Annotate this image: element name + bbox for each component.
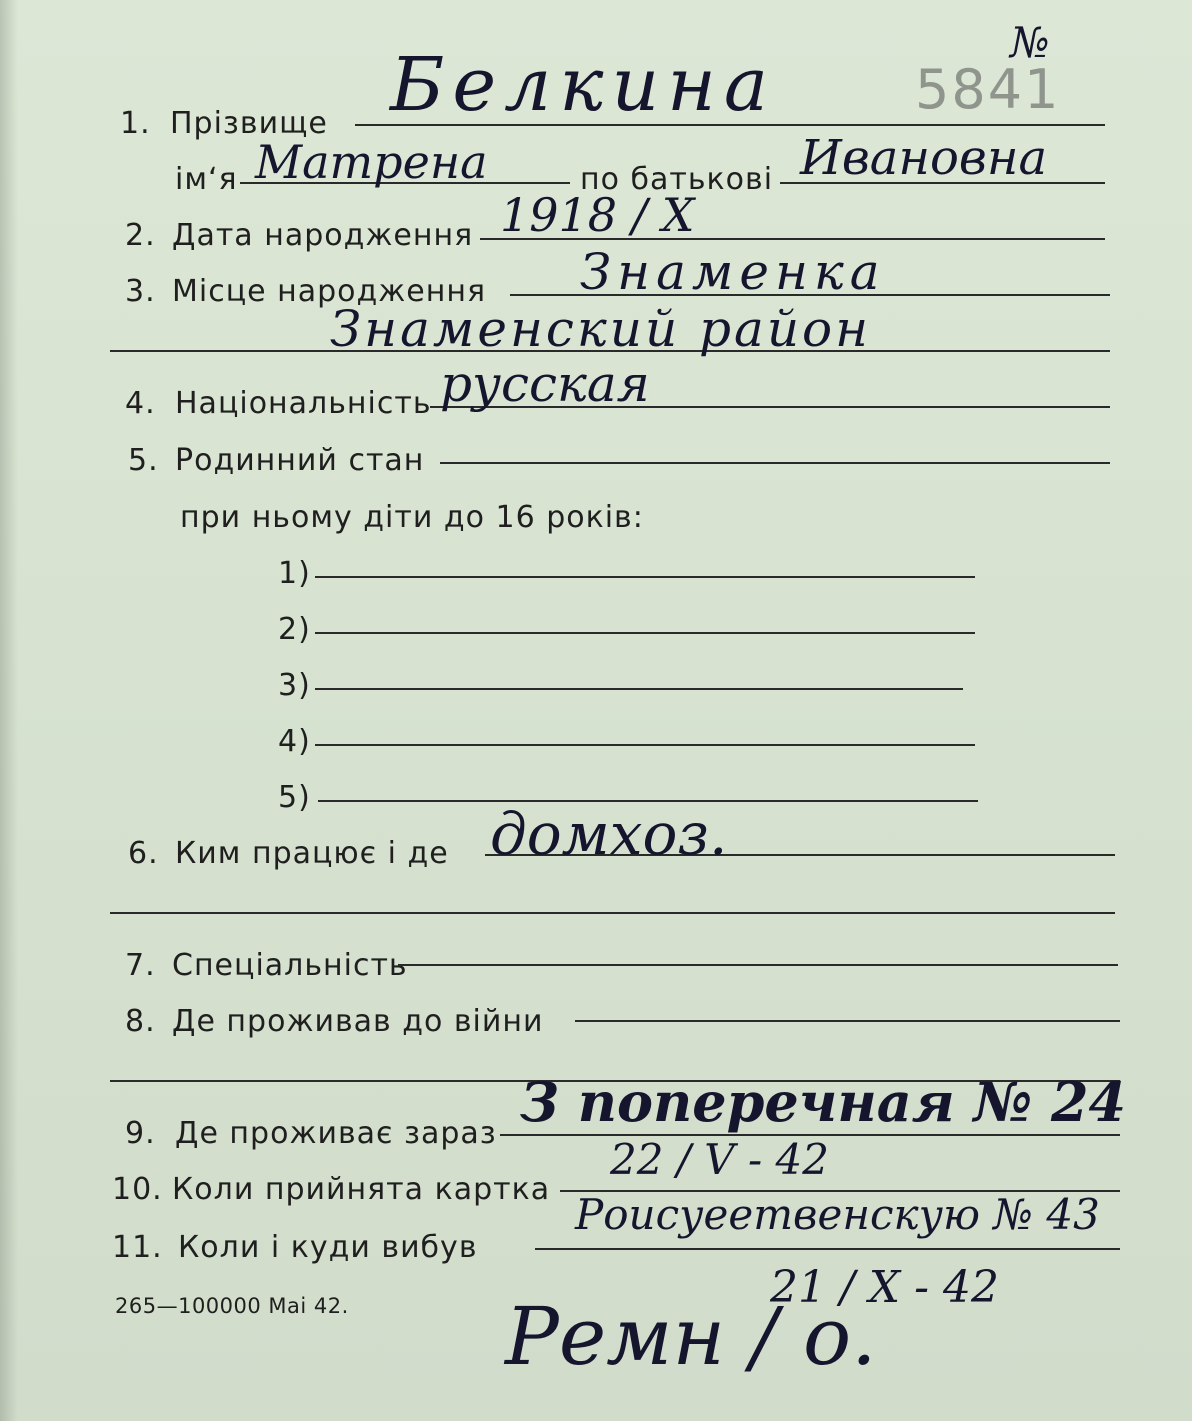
specialty-label: Спеціальність — [172, 948, 408, 983]
child-2-line — [315, 632, 975, 634]
nationality-label: Національність — [175, 386, 432, 421]
patronymic-label: по батькові — [580, 162, 774, 197]
first-name-value: Матрена — [255, 135, 488, 189]
current-residence-number: 9. — [125, 1116, 156, 1151]
signature: Ремн / о. — [505, 1290, 877, 1383]
occupation-number: 6. — [128, 836, 159, 871]
surname-value: Белкина — [390, 42, 777, 128]
patronymic-value: Ивановна — [800, 130, 1048, 186]
card-number: 5841 — [915, 58, 1061, 121]
departure-line — [535, 1248, 1120, 1250]
birth-date-label: Дата народження — [172, 218, 474, 253]
prewar-residence-number: 8. — [125, 1004, 156, 1039]
departure-number: 11. — [112, 1230, 163, 1265]
card-edge-shadow — [0, 0, 18, 1421]
child-3-line — [315, 688, 963, 690]
child-1-line — [315, 576, 975, 578]
family-status-label: Родинний стан — [175, 443, 425, 478]
birth-place-label: Місце народження — [172, 274, 487, 309]
child-2-number: 2) — [278, 612, 311, 647]
nationality-value: русская — [440, 355, 650, 413]
prewar-residence-label: Де проживав до війни — [172, 1004, 544, 1039]
occupation-label: Ким працює і де — [175, 836, 449, 871]
family-status-number: 5. — [128, 443, 159, 478]
birth-place-value-2: Знаменский район — [330, 300, 872, 358]
occupation-value: домхоз. — [490, 800, 728, 868]
departure-label: Коли і куди вибув — [178, 1230, 478, 1265]
departure-value: Роисуеетвенскую № 43 — [575, 1190, 1100, 1239]
child-5-number: 5) — [278, 780, 311, 815]
birth-date-number: 2. — [125, 218, 156, 253]
card-accepted-number: 10. — [112, 1172, 163, 1207]
first-name-label: ім‘я — [175, 162, 238, 197]
child-3-number: 3) — [278, 668, 311, 703]
print-code: 265—100000 Mai 42. — [115, 1294, 349, 1318]
nationality-number: 4. — [125, 386, 156, 421]
surname-number: 1. — [120, 106, 151, 141]
child-4-number: 4) — [278, 724, 311, 759]
children-label: при ньому діти до 16 років: — [180, 500, 644, 535]
child-1-number: 1) — [278, 556, 311, 591]
birth-place-number: 3. — [125, 274, 156, 309]
card-accepted-label: Коли прийнята картка — [172, 1172, 551, 1207]
child-4-line — [315, 744, 975, 746]
annotation-date: 21 / X - 42 — [770, 1262, 999, 1313]
surname-label: Прізвище — [170, 106, 328, 141]
family-status-line — [440, 462, 1110, 464]
specialty-number: 7. — [125, 948, 156, 983]
specialty-line — [398, 964, 1118, 966]
current-residence-label: Де проживає зараз — [175, 1116, 497, 1151]
card-accepted-value: 22 / V - 42 — [610, 1135, 829, 1184]
current-residence-value: З поперечная № 24 — [520, 1070, 1127, 1134]
birth-place-value: Знаменка — [580, 243, 886, 301]
prewar-residence-line — [575, 1020, 1120, 1022]
occupation-line-2 — [110, 912, 1115, 914]
number-mark: № — [1010, 18, 1050, 67]
birth-date-value: 1918 / X — [500, 188, 695, 242]
